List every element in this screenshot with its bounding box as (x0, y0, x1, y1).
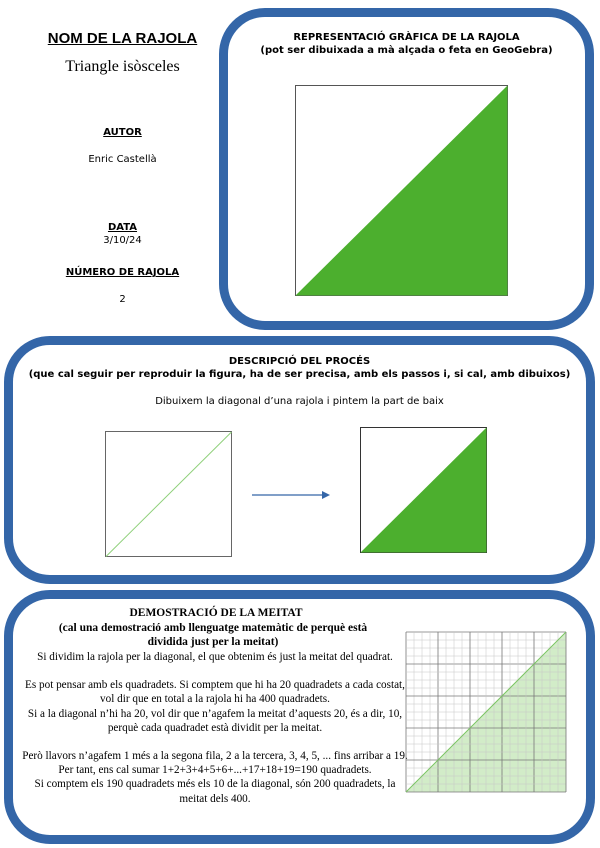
process-description-box (4, 336, 595, 584)
date-value: 3/10/24 (103, 235, 142, 246)
graphic-title: REPRESENTACIÓ GRÀFICA DE LA RAJOLA (293, 32, 520, 43)
proof-title: DEMOSTRACIÓ DE LA MEITAT (129, 607, 303, 619)
date-heading: DATA (107, 222, 138, 233)
process-title: DESCRIPCIÓ DEL PROCÉS (228, 356, 371, 367)
arrow-icon (252, 489, 332, 501)
proof-subtitle: (cal una demostració amb llenguatge matemàtic de perquè està dividida just per la meitat) (58, 622, 368, 648)
half-proof-box (4, 590, 595, 844)
graphic-subtitle: (pot ser dibuixada a mà alçada o feta en GeoGebra) (260, 45, 553, 56)
tile-number: 2 (119, 294, 126, 305)
proof-paragraph-3: Si a la diagonal n’hi ha 20, vol dir que n’agafem la meitat d’aquests 20, és a dir, 10, perquè cada quadradet està dividit per la meitat. (27, 707, 403, 734)
step1-diagonal-drawing (105, 431, 233, 558)
proof-paragraph-1: Si dividim la rajola per la diagonal, el que obtenim és just la meitat del quadrat. (37, 651, 393, 663)
name-heading: NOM DE LA RAJOLA (47, 30, 198, 47)
grid-tile-drawing (405, 631, 567, 793)
graphic-representation-box (219, 8, 594, 330)
step2-filled-drawing (360, 427, 488, 554)
proof-paragraph-5: Si comptem els 190 quadradets més els 10 de la diagonal, són 200 quadradets, la meitat dels 400. (34, 778, 396, 805)
process-instruction: Dibuixem la diagonal d’una rajola i pintem la part de baix (155, 396, 444, 407)
author-heading: AUTOR (103, 127, 142, 138)
tile-drawing (295, 85, 509, 297)
tile-name: Triangle isòsceles (65, 58, 180, 75)
number-heading: NÚMERO DE RAJOLA (65, 267, 180, 278)
proof-paragraph-2: Es pot pensar amb els quadradets. Si comptem que hi ha 20 quadradets a cada costat, vol dir que en total a la rajola hi ha 400 quadradets. (25, 679, 405, 706)
proof-text (21, 650, 409, 806)
proof-paragraph-4: Però llavors n’agafem 1 més a la segona fila, 2 a la tercera, 3, 4, 5, ... fins arribar a 19. Per tant, ens cal sumar 1+2+3+4+5+6+...+17+18+19=190 quadradets. (22, 750, 408, 777)
process-subtitle: (que cal seguir per reproduir la figura, ha de ser precisa, amb els passos i, si cal, amb dibuixos) (28, 369, 571, 380)
author-name: Enric Castellà (88, 154, 157, 165)
